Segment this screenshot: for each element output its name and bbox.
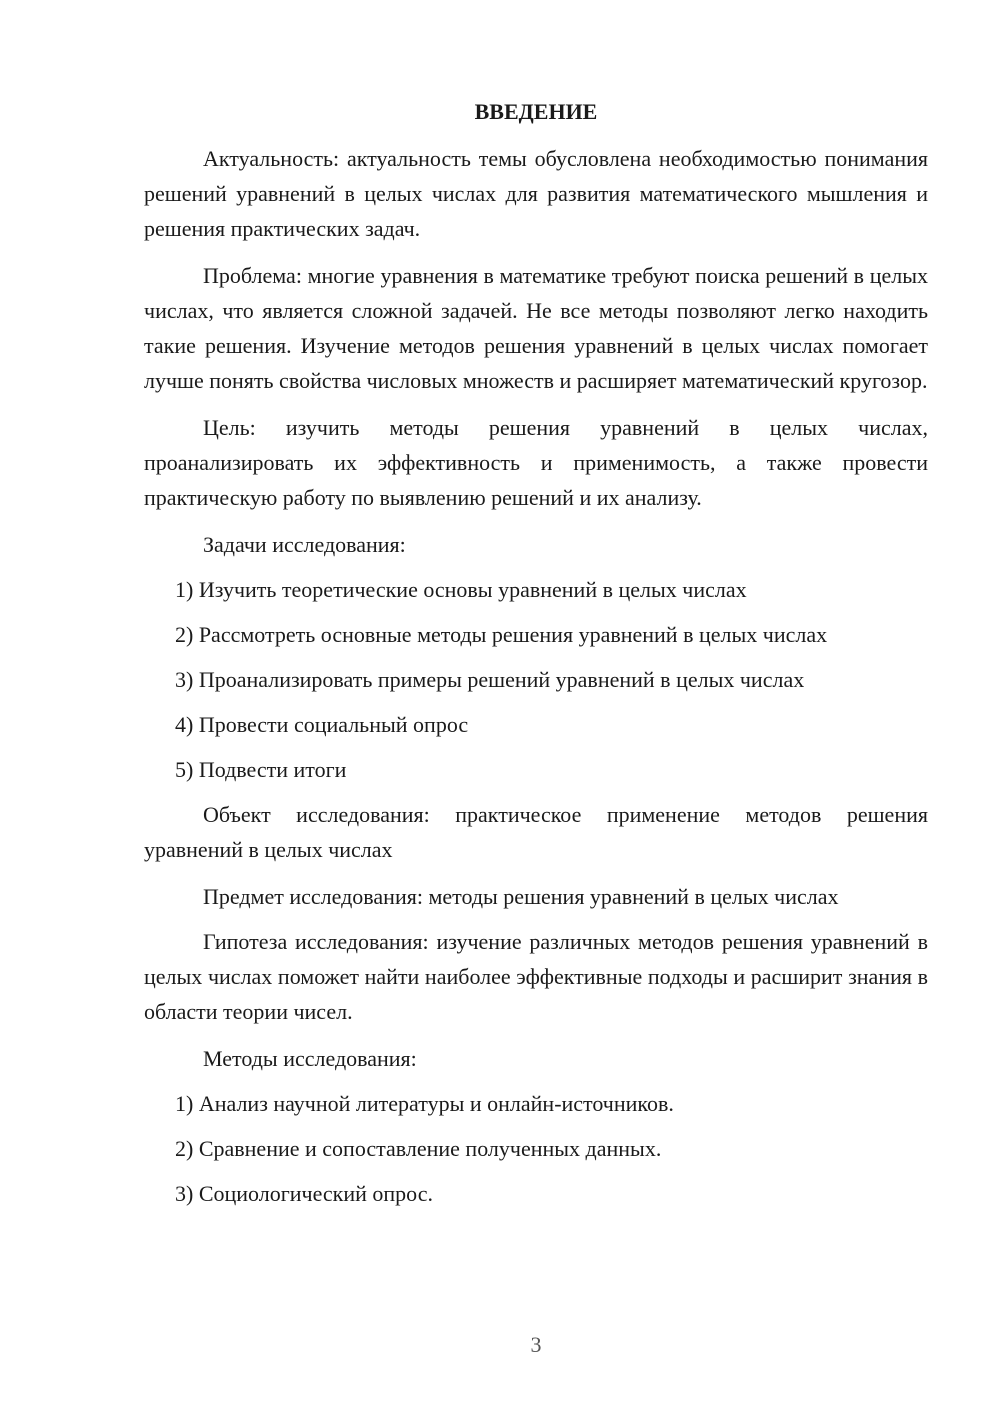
hypothesis-paragraph: Гипотеза исследования: изучение различных методов решения уравнений в целых числах поможет найти наиболее эффективные подходы и расширит знания в области теории чисел. xyxy=(144,929,928,1024)
method-item: 2) Сравнение и сопоставление полученных данных. xyxy=(175,1136,662,1161)
task-item: 3) Проанализировать примеры решений уравнений в целых числах xyxy=(175,667,805,692)
subject-paragraph: Предмет исследования: методы решения уравнений в целых числах xyxy=(203,884,839,909)
page-content xyxy=(144,94,928,1221)
goal-paragraph: Цель: изучить методы решения уравнений в целых числах, проанализировать их эффективность и применимость, а также провести практическую работу по выявлению решений и их анализу. xyxy=(144,415,928,510)
task-item: 4) Провести социальный опрос xyxy=(175,712,469,737)
page-number: 3 xyxy=(530,1332,542,1357)
tasks-heading: Задачи исследования: xyxy=(203,532,406,557)
task-item: 5) Подвести итоги xyxy=(175,757,347,782)
task-item: 2) Рассмотреть основные методы решения уравнений в целых числах xyxy=(175,622,828,647)
method-item: 1) Анализ научной литературы и онлайн-источников. xyxy=(175,1091,674,1116)
methods-heading: Методы исследования: xyxy=(203,1046,417,1071)
tasks-list xyxy=(144,572,928,787)
task-item: 1) Изучить теоретические основы уравнений в целых числах xyxy=(175,577,747,602)
relevance-paragraph: Актуальность: актуальность темы обусловлена необходимостью понимания решений уравнений в целых числах для развития математического мышления и решения практических задач. xyxy=(144,146,928,241)
section-title: ВВЕДЕНИЕ xyxy=(474,99,598,124)
problem-paragraph: Проблема: многие уравнения в математике требуют поиска решений в целых числах, что является сложной задачей. Не все методы позволяют легко находить такие решения. Изучение методов решения уравнений в целых числах помогает лучше понять свойства числовых множеств и расширяет математический кругозор. xyxy=(144,263,928,393)
object-paragraph: Объект исследования: практическое применение методов решения уравнений в целых числах xyxy=(144,802,928,862)
method-item: 3) Социологический опрос. xyxy=(175,1181,433,1206)
methods-list xyxy=(144,1086,928,1211)
